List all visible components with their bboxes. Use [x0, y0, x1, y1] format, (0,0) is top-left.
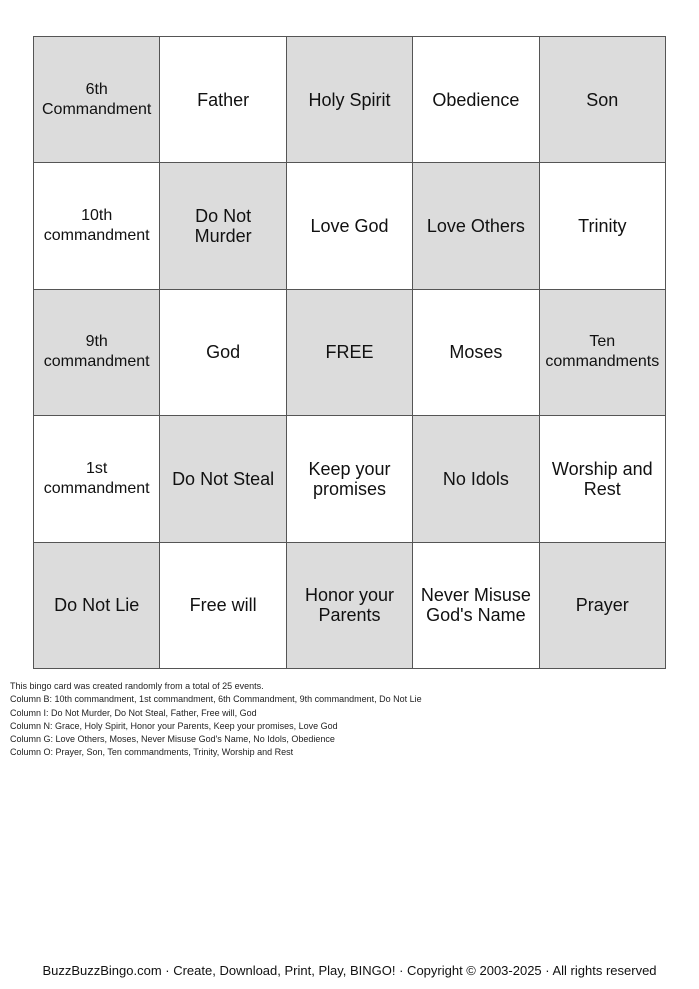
bingo-cell: 10th commandment [34, 163, 160, 289]
notes-column-g: Column G: Love Others, Moses, Never Misuse God's Name, No Idols, Obedience [10, 734, 335, 745]
bingo-cell: Love Others [413, 163, 539, 289]
bingo-cell: Ten commandments [540, 290, 666, 416]
notes-column-b: Column B: 10th commandment, 1st commandment, 6th Commandment, 9th commandment, Do Not Lie [10, 694, 422, 705]
bingo-cell: Holy Spirit [287, 37, 413, 163]
bingo-cell: Never Misuse God's Name [413, 543, 539, 669]
card-notes [10, 680, 422, 760]
bingo-free-cell: FREE [287, 290, 413, 416]
bingo-cell: Prayer [540, 543, 666, 669]
bingo-cell: 9th commandment [34, 290, 160, 416]
bingo-cell: No Idols [413, 416, 539, 542]
footer-copyright: BuzzBuzzBingo.com · Create, Download, Print, Play, BINGO! · Copyright © 2003-2025 · All rights reserved [42, 963, 657, 978]
bingo-cell: Trinity [540, 163, 666, 289]
bingo-cell: Son [540, 37, 666, 163]
bingo-cell: Do Not Lie [34, 543, 160, 669]
bingo-cell: Do Not Steal [160, 416, 286, 542]
bingo-cell: Free will [160, 543, 286, 669]
bingo-cell: Father [160, 37, 286, 163]
bingo-cell: Love God [287, 163, 413, 289]
notes-column-i: Column I: Do Not Murder, Do Not Steal, Father, Free will, God [10, 707, 257, 718]
bingo-cell: Obedience [413, 37, 539, 163]
notes-summary: This bingo card was created randomly from a total of 25 events. [10, 681, 264, 691]
notes-column-n: Column N: Grace, Holy Spirit, Honor your Parents, Keep your promises, Love God [10, 720, 338, 731]
bingo-cell: Honor your Parents [287, 543, 413, 669]
bingo-cell: Worship and Rest [540, 416, 666, 542]
bingo-cell: Moses [413, 290, 539, 416]
notes-column-o: Column O: Prayer, Son, Ten commandments, Trinity, Worship and Rest [10, 747, 294, 758]
bingo-cell: 6th Commandment [34, 37, 160, 163]
bingo-cell: God [160, 290, 286, 416]
bingo-cell: Keep your promises [287, 416, 413, 542]
bingo-cell: Do Not Murder [160, 163, 286, 289]
bingo-cell: 1st commandment [34, 416, 160, 542]
bingo-card-grid [33, 36, 666, 669]
